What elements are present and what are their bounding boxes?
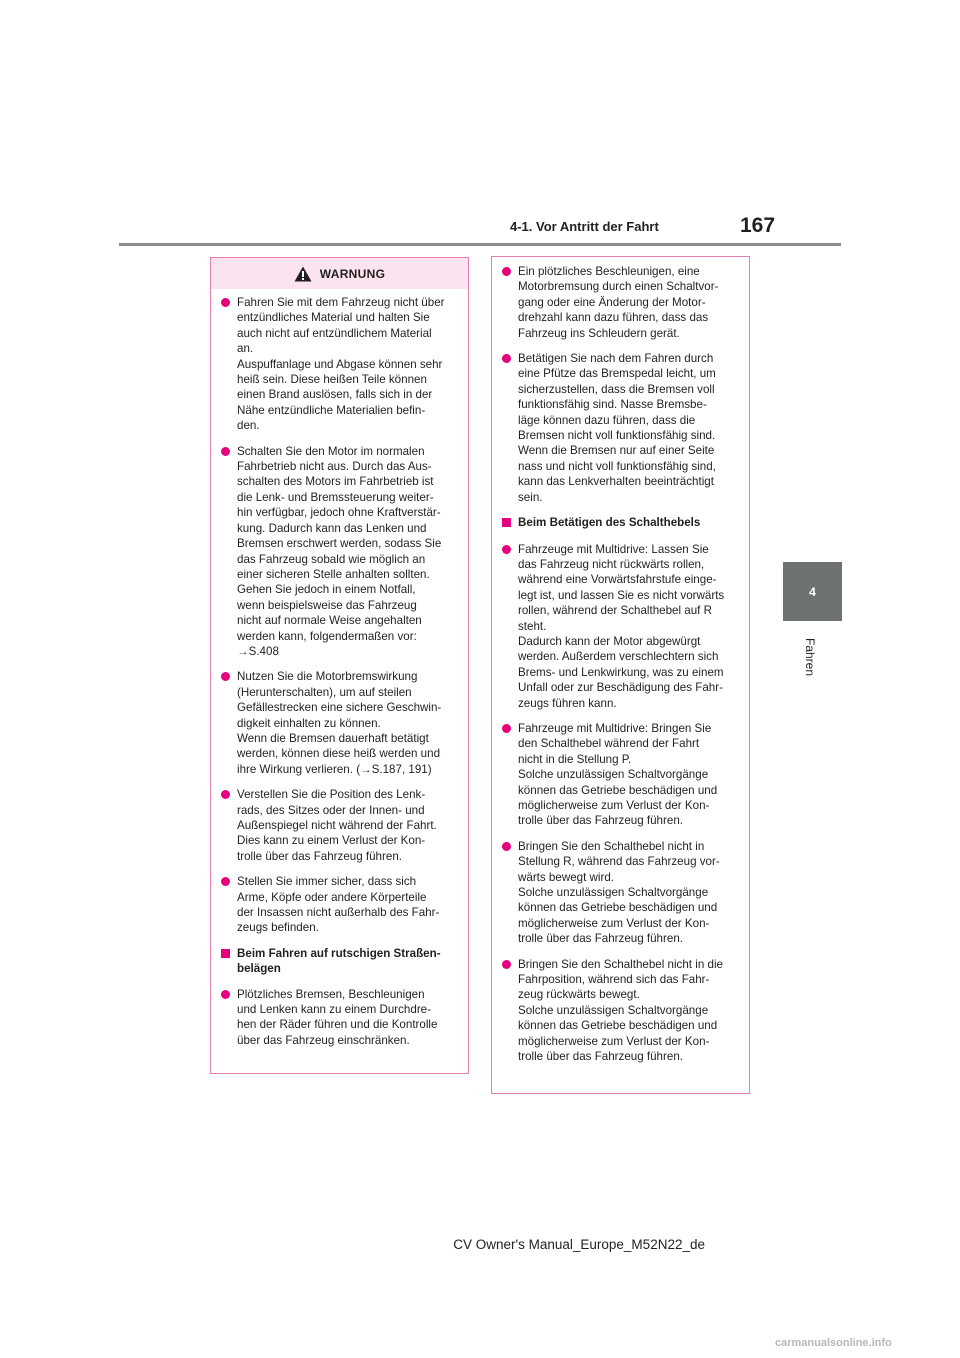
chapter-label: Fahren <box>803 638 817 677</box>
item-text: Betätigen Sie nach dem Fahren durch eine Pfütze das Bremspedal leicht, um sicherzustellen, dass die Bremsen voll funktionsfähig sind. Nasse Bremsbe- läge können dazu führen, dass die Bremsen nicht voll funktionsfähig sind. Wenn die Bremsen nur auf einer Seite nass und nicht voll funktionsfähig sind, kann das Lenkverhalten beeinträchtigt sein. <box>518 352 716 504</box>
round-bullet-icon <box>502 542 518 558</box>
square-bullet-icon <box>502 515 518 531</box>
bullet-item <box>502 957 739 1065</box>
bullet-item <box>502 542 739 711</box>
item-text: Bringen Sie den Schalthebel nicht in die Fahrposition, während sich das Fahr- zeug rückwärts bewegt. Solche unzulässigen Schaltvorgänge können das Getriebe beschädigen und möglicherweise zum Verlust der Kon- trolle über das Fahrzeug führen. <box>518 957 723 1064</box>
item-text: Ein plötzliches Beschleunigen, eine Motorbremsung durch einen Schaltvor- gang oder eine Änderung der Motor- drehzahl kann dazu führen, dass das Fahrzeug ins Schleudern gerät. <box>518 265 719 340</box>
bullet-item <box>221 669 458 777</box>
subsection-heading <box>502 515 739 531</box>
header-divider <box>119 243 841 246</box>
bullet-item <box>502 721 739 829</box>
round-bullet-icon <box>221 787 237 803</box>
item-text: Schalten Sie den Motor im normalen Fahrbetrieb nicht aus. Durch das Aus- schalten des Motors im Fahrbetrieb ist die Lenk- und Bremssteuerung weiter- hin verfügbar, jedoch ohne Kraftverstär- kung. Dadurch kann das Lenken und Bremsen erschwert werden, sodass Sie das Fahrzeug sobald wie möglich an einer sicheren Stelle anhalten sollten. Gehen Sie jedoch in einem Notfall, wenn beispielsweise das Fahrzeug nicht auf normale Weise angehalten werden kann, folgendermaßen vor: →S.408 <box>237 444 442 658</box>
bullet-item <box>502 839 739 947</box>
item-text: Verstellen Sie die Position des Lenk- rads, des Sitzes oder der Innen- und Außenspiegel nicht während der Fahrt. Dies kann zu einem Verlust der Kon- trolle über das Fahrzeug führen. <box>237 788 437 863</box>
round-bullet-icon <box>221 874 237 890</box>
page-number: 167 <box>740 214 776 237</box>
bullet-item <box>502 264 739 341</box>
warning-box <box>210 257 469 1074</box>
item-text: Bringen Sie den Schalthebel nicht in Stellung R, während das Fahrzeug vor- wärts bewegt wird. Solche unzulässigen Schaltvorgänge können das Getriebe beschädigen und möglicherweise zum Verlust der Kon- trolle über das Fahrzeug führen. <box>518 839 720 946</box>
section-title: 4-1. Vor Antritt der Fahrt <box>510 219 659 234</box>
bullet-item <box>502 351 739 505</box>
item-text: Fahrzeuge mit Multidrive: Bringen Sie den Schalthebel während der Fahrt nicht in die Stellung P. Solche unzulässigen Schaltvorgänge können das Getriebe beschädigen und möglicherweise zum Verlust der Kon- trolle über das Fahrzeug führen. <box>518 721 718 828</box>
square-bullet-icon <box>221 946 237 962</box>
item-text: Nutzen Sie die Motorbremswirkung (Herunterschalten), um auf steilen Gefällestrecken eine sichere Geschwin- digkeit einhalten zu können. Wenn die Bremsen dauerhaft betätigt werden, können diese heiß werden und ihre Wirkung verlieren. (→S.187, 191) <box>237 670 442 776</box>
round-bullet-icon <box>221 444 237 460</box>
bullet-item <box>221 295 458 434</box>
chapter-number: 4 <box>809 584 816 599</box>
round-bullet-icon <box>221 669 237 685</box>
warning-items <box>221 295 458 1048</box>
item-text: Plötzliches Bremsen, Beschleunigen und Lenken kann zu einem Durchdre- hen der Räder führen und die Kontrolle über das Fahrzeug einschränken. <box>237 987 438 1047</box>
round-bullet-icon <box>502 264 518 280</box>
subsection-heading <box>221 946 458 977</box>
item-text: Stellen Sie immer sicher, dass sich Arme, Köpfe oder andere Körperteile der Insassen nicht außerhalb des Fahr- zeugs befinden. <box>237 875 440 935</box>
round-bullet-icon <box>502 351 518 367</box>
footer-manual-name: CV Owner's Manual_Europe_M52N22_de <box>453 1237 705 1252</box>
watermark: carmanualsonline.info <box>775 1337 892 1349</box>
round-bullet-icon <box>502 957 518 973</box>
round-bullet-icon <box>502 839 518 855</box>
bullet-item <box>221 444 458 660</box>
warning-triangle-icon <box>294 266 312 282</box>
warning-title: WARNUNG <box>319 266 386 281</box>
round-bullet-icon <box>502 721 518 737</box>
item-text: Fahrzeuge mit Multidrive: Lassen Sie das Fahrzeug nicht rückwärts rollen, während eine Vorwärtsfahrstufe einge- legt ist, und lassen Sie es nicht vorwärts rollen, während der Schalthebel auf R steht. Dadurch kann der Motor abgewürgt werden. Außerdem verschlechtern sich Brems- und Lenkwirkung, was zu einem Unfall oder zur Beschädigung des Fahr- zeugs führen kann. <box>518 542 725 710</box>
chapter-tab[interactable] <box>783 562 842 621</box>
heading-text: Beim Betätigen des Schalthebels <box>518 516 701 530</box>
warning-box-continued <box>491 256 750 1094</box>
heading-text: Beim Fahren auf rutschigen Straßen- belägen <box>237 946 441 976</box>
item-text: Fahren Sie mit dem Fahrzeug nicht über entzündliches Material und halten Sie auch nicht auf entzündlichem Material an. Auspuffanlage und Abgase können sehr heiß sein. Diese heißen Teile können einen Brand auslösen, falls sich in der Nähe entzündliche Materialien befin- den. <box>237 296 445 433</box>
bullet-item <box>221 987 458 1049</box>
round-bullet-icon <box>221 987 237 1003</box>
bullet-item <box>221 787 458 864</box>
continued-items <box>502 264 739 1065</box>
round-bullet-icon <box>221 295 237 311</box>
bullet-item <box>221 874 458 936</box>
warning-header <box>211 258 468 289</box>
